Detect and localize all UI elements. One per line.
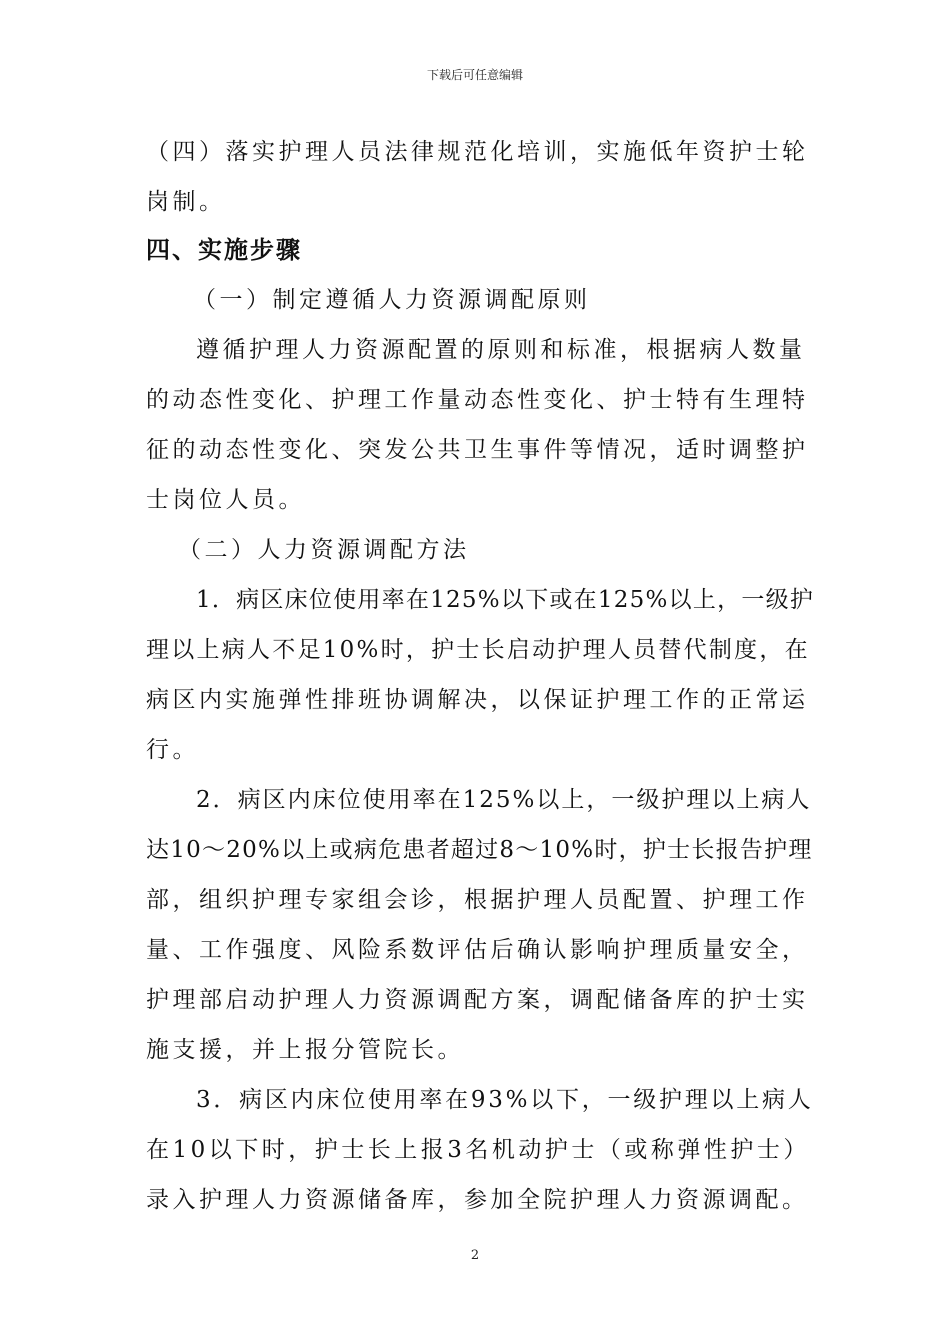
paragraph-line: 士岗位人员。 [146, 487, 305, 513]
paragraph-line: 部，组织护理专家组会诊，根据护理人员配置、护理工作 [146, 887, 809, 913]
paragraph-line: 理以上病人不足10%时，护士长启动护理人员替代制度，在 [146, 637, 810, 663]
paragraph-line: 病区内实施弹性排班协调解决，以保证护理工作的正常运 [146, 687, 809, 713]
paragraph-line: 在10以下时，护士长上报3名机动护士（或称弹性护士） [146, 1137, 810, 1163]
section-heading: 四、实施步骤 [146, 235, 302, 264]
paragraph-line: 施支援，并上报分管院长。 [146, 1037, 464, 1063]
paragraph-line: 3．病区内床位使用率在93%以下，一级护理以上病人 [196, 1087, 814, 1113]
paragraph-line: 岗制。 [146, 189, 226, 215]
paragraph-line: 的动态性变化、护理工作量动态性变化、护士特有生理特 [146, 387, 809, 413]
subsection-heading: （一）制定遵循人力资源调配原则 [193, 287, 591, 313]
paragraph-line: 达10～20%以上或病危患者超过8～10%时，护士长报告护理 [146, 837, 813, 863]
paragraph-line: （四）落实护理人员法律规范化培训，实施低年资护士轮 [146, 139, 809, 165]
paragraph-line: 行。 [146, 737, 199, 763]
paragraph-line: 量、工作强度、风险系数评估后确认影响护理质量安全， [146, 937, 809, 963]
paragraph-line: 护理部启动护理人力资源调配方案，调配储备库的护士实 [146, 987, 809, 1013]
header-note: 下载后可任意编辑 [426, 68, 523, 82]
paragraph-line: 1．病区床位使用率在125%以下或在125%以上，一级护 [196, 587, 815, 613]
paragraph-line: 录入护理人力资源储备库，参加全院护理人力资源调配。 [146, 1187, 809, 1213]
page-number: 2 [470, 1248, 480, 1263]
subsection-heading: （二）人力资源调配方法 [178, 537, 470, 563]
paragraph-line: 2．病区内床位使用率在125%以上，一级护理以上病人 [196, 787, 812, 813]
paragraph-line: 遵循护理人力资源配置的原则和标准，根据病人数量 [196, 337, 806, 363]
paragraph-line: 征的动态性变化、突发公共卫生事件等情况，适时调整护 [146, 437, 809, 463]
